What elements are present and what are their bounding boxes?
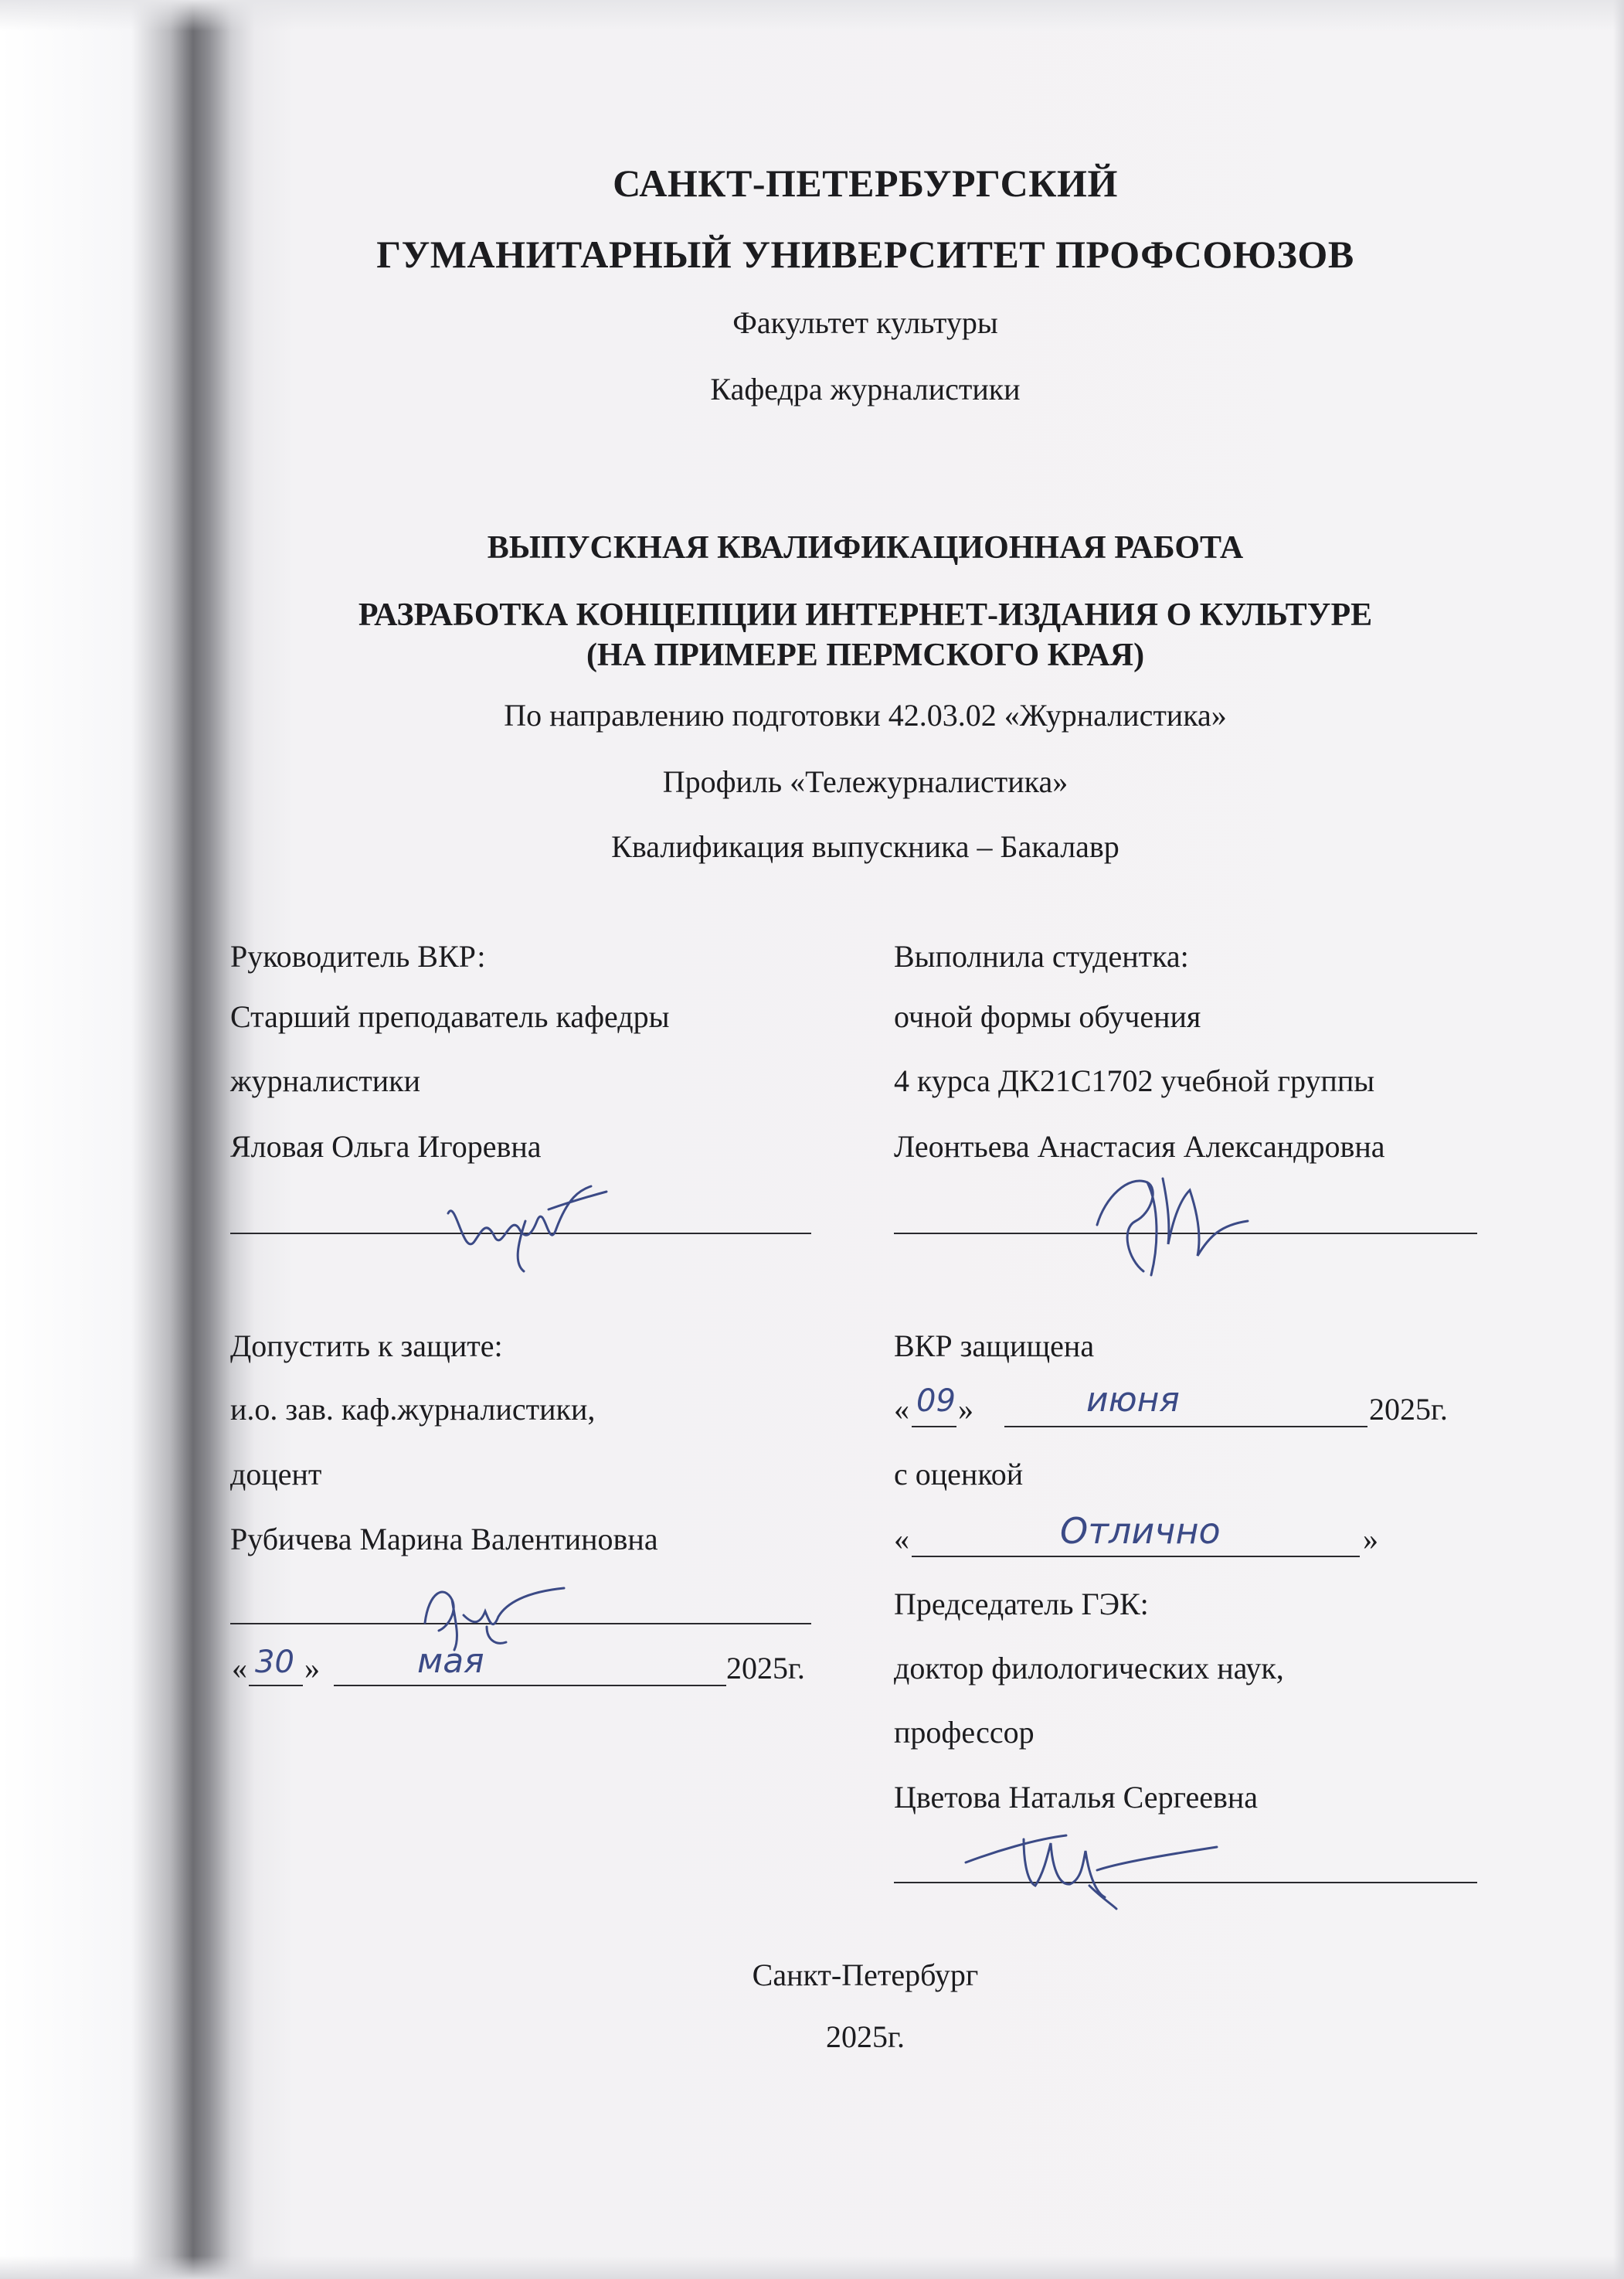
defense-date-open-quote: « <box>894 1392 909 1427</box>
defense-month-line <box>1004 1426 1367 1427</box>
footer-city: Санкт-Петербург <box>752 1958 979 1992</box>
student-signature <box>1074 1151 1259 1283</box>
defense-grade-close-quote: » <box>1363 1522 1378 1556</box>
defense-chair-degree: доктор филологических наук, <box>894 1651 1284 1685</box>
defense-date-day: 09 <box>916 1383 956 1419</box>
graduate-qualification: Квалификация выпускника – Бакалавр <box>611 829 1119 864</box>
admission-date-open-quote: « <box>232 1651 247 1685</box>
admission-date-close-quote: » <box>304 1651 320 1685</box>
supervisor-signature <box>433 1167 618 1275</box>
defense-day-line <box>912 1426 956 1427</box>
admission-position-line2: доцент <box>230 1457 322 1492</box>
admission-approver-name: Рубичева Марина Валентиновна <box>230 1522 658 1556</box>
study-direction: По направлению подготовки 42.03.02 «Журналистика» <box>504 698 1227 733</box>
university-name-line1: САНКТ-ПЕТЕРБУРГСКИЙ <box>613 162 1118 205</box>
defense-grade-label: с оценкой <box>894 1457 1024 1492</box>
student-line2: 4 курса ДК21С1702 учебной группы <box>894 1063 1375 1098</box>
faculty-name: Факультет культуры <box>732 305 998 340</box>
defense-grade-line <box>912 1556 1360 1557</box>
supervisor-name: Яловая Ольга Игоревна <box>230 1129 542 1164</box>
defense-chair-title: профессор <box>894 1715 1035 1750</box>
thesis-title-line2: (НА ПРИМЕРЕ ПЕРМСКОГО КРАЯ) <box>586 638 1145 673</box>
defense-chair-signature <box>950 1808 1228 1917</box>
thesis-type: ВЫПУСКНАЯ КВАЛИФИКАЦИОННАЯ РАБОТА <box>487 530 1244 566</box>
admission-label: Допустить к защите: <box>230 1328 503 1363</box>
defense-date-month: июня <box>1086 1380 1180 1420</box>
study-profile: Профиль «Тележурналистика» <box>662 764 1069 799</box>
defense-chair-label: Председатель ГЭК: <box>894 1587 1149 1621</box>
defense-date-close-quote: » <box>958 1392 973 1427</box>
admission-month-line <box>334 1685 726 1686</box>
admission-date-day: 30 <box>255 1645 294 1680</box>
student-name: Леонтьева Анастасия Александровна <box>894 1129 1385 1164</box>
supervisor-position-line1: Старший преподаватель кафедры <box>230 999 670 1034</box>
defense-chair-name: Цветова Наталья Сергеевна <box>894 1780 1258 1815</box>
department-name: Кафедра журналистики <box>710 372 1021 406</box>
thesis-title-line1: РАЗРАБОТКА КОНЦЕПЦИИ ИНТЕРНЕТ-ИЗДАНИЯ О КУЛЬТУРЕ <box>358 597 1373 633</box>
admission-position-line1: и.о. зав. каф.журналистики, <box>230 1392 596 1427</box>
supervisor-position-line2: журналистики <box>230 1063 420 1098</box>
footer-year: 2025г. <box>826 2019 905 2054</box>
defense-date-year: 2025г. <box>1369 1392 1448 1427</box>
admission-date-month: мая <box>417 1641 484 1681</box>
university-name-line2: ГУМАНИТАРНЫЙ УНИВЕРСИТЕТ ПРОФСОЮЗОВ <box>376 233 1354 276</box>
student-line1: очной формы обучения <box>894 999 1201 1034</box>
defense-grade-open-quote: « <box>894 1522 909 1556</box>
defense-label: ВКР защищена <box>894 1328 1095 1363</box>
admission-day-line <box>249 1685 303 1686</box>
student-label: Выполнила студентка: <box>894 939 1189 974</box>
defense-grade-value: Отлично <box>1060 1510 1221 1552</box>
supervisor-label: Руководитель ВКР: <box>230 939 486 974</box>
admission-date-year: 2025г. <box>726 1651 805 1685</box>
